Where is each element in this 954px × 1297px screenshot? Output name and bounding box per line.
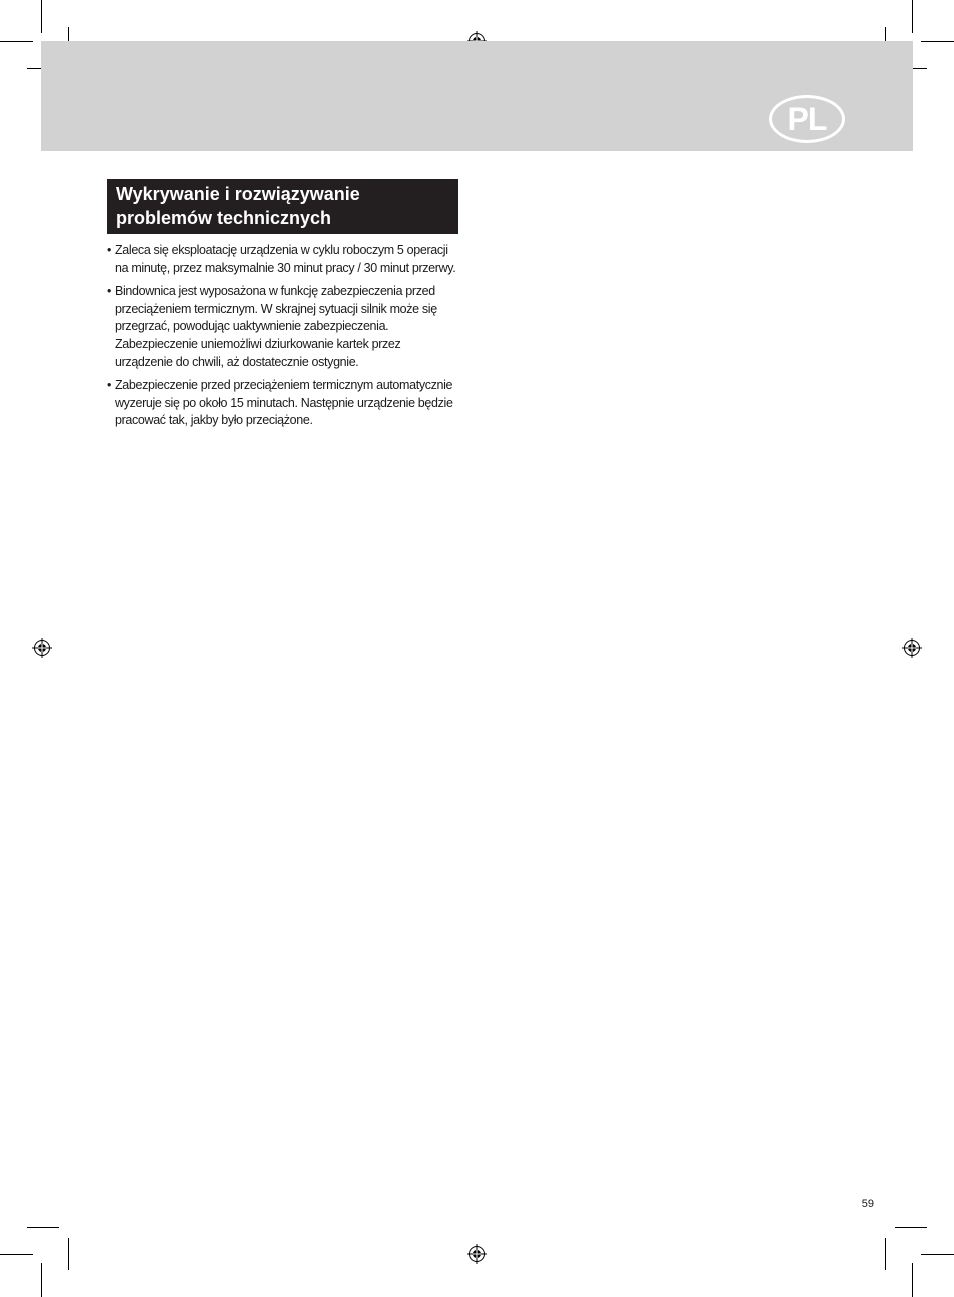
list-item [107, 283, 459, 371]
crop-mark [0, 1254, 33, 1255]
crop-mark [68, 1238, 69, 1270]
crop-mark [912, 0, 913, 33]
bullet-icon: • [107, 243, 112, 257]
crop-mark [27, 1227, 59, 1228]
list-item [107, 377, 459, 430]
list-item-text: Zabezpieczenie przed przeciążeniem termicznym automatycznie wyzeruje się po około 15 minutach. Następnie urządzenie będzie pracować tak, jakby było przeciążone. [115, 378, 453, 428]
list-item-text: Zaleca się eksploatację urządzenia w cyklu roboczym 5 operacji na minutę, przez maksymalnie 30 minut pracy / 30 minut przerwy. [115, 243, 456, 275]
registration-mark-icon [32, 638, 52, 658]
registration-mark-icon [467, 1244, 487, 1264]
list-item-text: Bindownica jest wyposażona w funkcję zabezpieczenia przed przeciążeniem termicznym. W skrajnej sytuacji silnik może się przegrzać, powodując uaktywnienie zabezpieczenia. Zabezpieczenie uniemożliwi dziurkowanie kartek przez urządzenie do chwili, aż dostatecznie ostygnie. [115, 284, 437, 369]
list-item [107, 242, 459, 277]
language-badge: PL [769, 95, 845, 143]
bullet-icon: • [107, 378, 112, 393]
crop-mark [921, 1254, 954, 1255]
crop-mark [0, 41, 33, 42]
crop-mark [912, 1263, 913, 1297]
bullet-icon: • [107, 284, 112, 299]
page-number: 59 [861, 1198, 874, 1210]
crop-mark [885, 1238, 886, 1270]
section-title: Wykrywanie i rozwiązywanie problemów technicznych [116, 184, 360, 228]
crop-mark [41, 1263, 42, 1297]
registration-mark-icon [902, 638, 922, 658]
crop-mark [41, 0, 42, 33]
crop-mark [895, 1227, 927, 1228]
section-header [107, 179, 458, 234]
troubleshooting-list [107, 242, 459, 436]
crop-mark [921, 41, 954, 42]
